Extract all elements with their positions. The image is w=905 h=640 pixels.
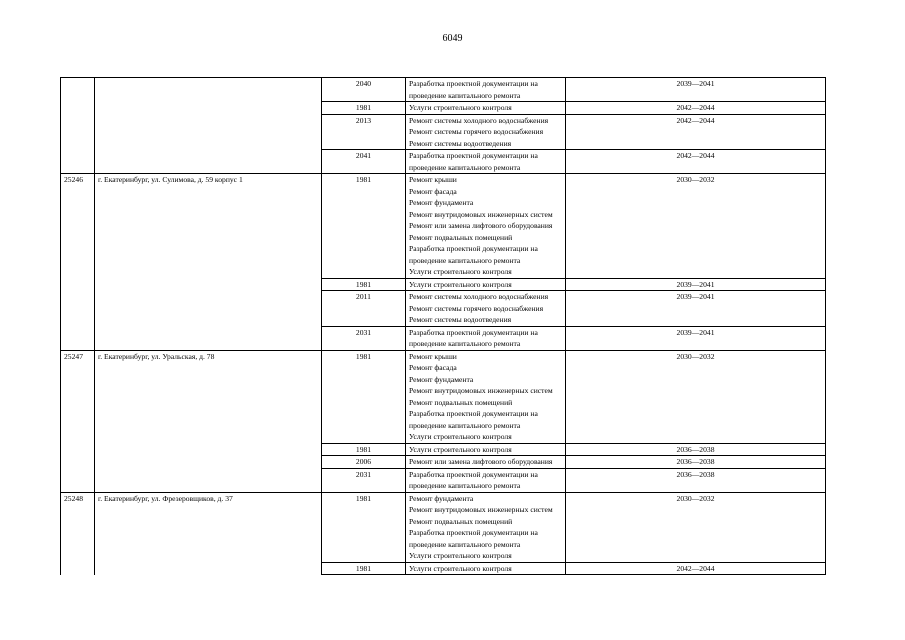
capital-repair-table [60,77,826,575]
object-address [95,562,322,575]
table-row [61,278,826,291]
planned-year: 1981 [322,102,406,115]
table-row [61,174,826,279]
object-id [61,102,95,115]
object-id [61,114,95,150]
work-types: Услуги строительного контроля [406,102,566,115]
table-row [61,562,826,575]
object-id [61,78,95,102]
planned-year: 2041 [322,150,406,174]
repair-period: 2039—2041 [566,326,826,350]
repair-period: 2030—2032 [566,174,826,279]
table-row [61,291,826,327]
repair-period: 2039—2041 [566,291,826,327]
object-address [95,468,322,492]
work-types: Ремонт или замена лифтового оборудования [406,456,566,469]
repair-period: 2036—2038 [566,468,826,492]
planned-year: 2031 [322,468,406,492]
repair-period: 2039—2041 [566,78,826,102]
table-row [61,443,826,456]
planned-year: 2006 [322,456,406,469]
work-types: Ремонт крыши Ремонт фасада Ремонт фундамента Ремонт внутридомовых инженерных систем Ремонт подвальных помещений Разработка проектной документации на проведение капитального ремонта Услуги строительного контроля [406,350,566,443]
repair-period: 2030—2032 [566,350,826,443]
object-id: 25248 [61,492,95,562]
work-types: Ремонт системы холодного водоснабжения Ремонт системы горячего водоснабжения Ремонт системы водоотведения [406,114,566,150]
planned-year: 1981 [322,174,406,279]
object-address [95,291,322,327]
repair-period: 2042—2044 [566,150,826,174]
planned-year: 1981 [322,562,406,575]
object-address [95,326,322,350]
repair-period: 2042—2044 [566,114,826,150]
object-address [95,114,322,150]
table-row [61,326,826,350]
planned-year: 1981 [322,492,406,562]
work-types: Услуги строительного контроля [406,278,566,291]
work-types: Услуги строительного контроля [406,443,566,456]
repair-period: 2036—2038 [566,456,826,469]
work-types: Разработка проектной документации на проведение капитального ремонта [406,78,566,102]
object-id [61,291,95,327]
work-types: Ремонт системы холодного водоснабжения Ремонт системы горячего водоснабжения Ремонт системы водоотведения [406,291,566,327]
planned-year: 2013 [322,114,406,150]
table-row [61,114,826,150]
object-address [95,78,322,102]
table-row [61,468,826,492]
object-id [61,562,95,575]
table-row [61,456,826,469]
object-address [95,150,322,174]
planned-year: 1981 [322,443,406,456]
table-body [61,78,826,575]
object-id [61,443,95,456]
planned-year: 1981 [322,278,406,291]
table-row [61,492,826,562]
planned-year: 1981 [322,350,406,443]
work-types: Ремонт фундамента Ремонт внутридомовых инженерных систем Ремонт подвальных помещений Разработка проектной документации на проведение капитального ремонта Услуги строительного контроля [406,492,566,562]
object-id [61,150,95,174]
table-row [61,102,826,115]
object-id: 25247 [61,350,95,443]
object-address: г. Екатеринбург, ул. Уральская, д. 78 [95,350,322,443]
repair-period: 2039—2041 [566,278,826,291]
page-number: 6049 [442,33,463,44]
work-types: Разработка проектной документации на проведение капитального ремонта [406,468,566,492]
object-id [61,326,95,350]
repair-period: 2036—2038 [566,443,826,456]
table-row [61,150,826,174]
planned-year: 2040 [322,78,406,102]
work-types: Услуги строительного контроля [406,562,566,575]
object-address [95,456,322,469]
table-row [61,78,826,102]
repair-period: 2042—2044 [566,562,826,575]
object-id [61,278,95,291]
planned-year: 2011 [322,291,406,327]
table-row [61,350,826,443]
object-id: 25246 [61,174,95,279]
object-id [61,456,95,469]
work-types: Разработка проектной документации на проведение капитального ремонта [406,150,566,174]
object-address [95,443,322,456]
planned-year: 2031 [322,326,406,350]
object-address: г. Екатеринбург, ул. Сулимова, д. 59 корпус 1 [95,174,322,279]
object-address [95,102,322,115]
object-address [95,278,322,291]
object-address: г. Екатеринбург, ул. Фрезеровщиков, д. 37 [95,492,322,562]
repair-period: 2042—2044 [566,102,826,115]
object-id [61,468,95,492]
work-types: Ремонт крыши Ремонт фасада Ремонт фундамента Ремонт внутридомовых инженерных систем Ремонт или замена лифтового оборудования Ремонт подвальных помещений Разработка проектной документации на проведение капитального ремонта Услуги строительного контроля [406,174,566,279]
repair-period: 2030—2032 [566,492,826,562]
work-types: Разработка проектной документации на проведение капитального ремонта [406,326,566,350]
